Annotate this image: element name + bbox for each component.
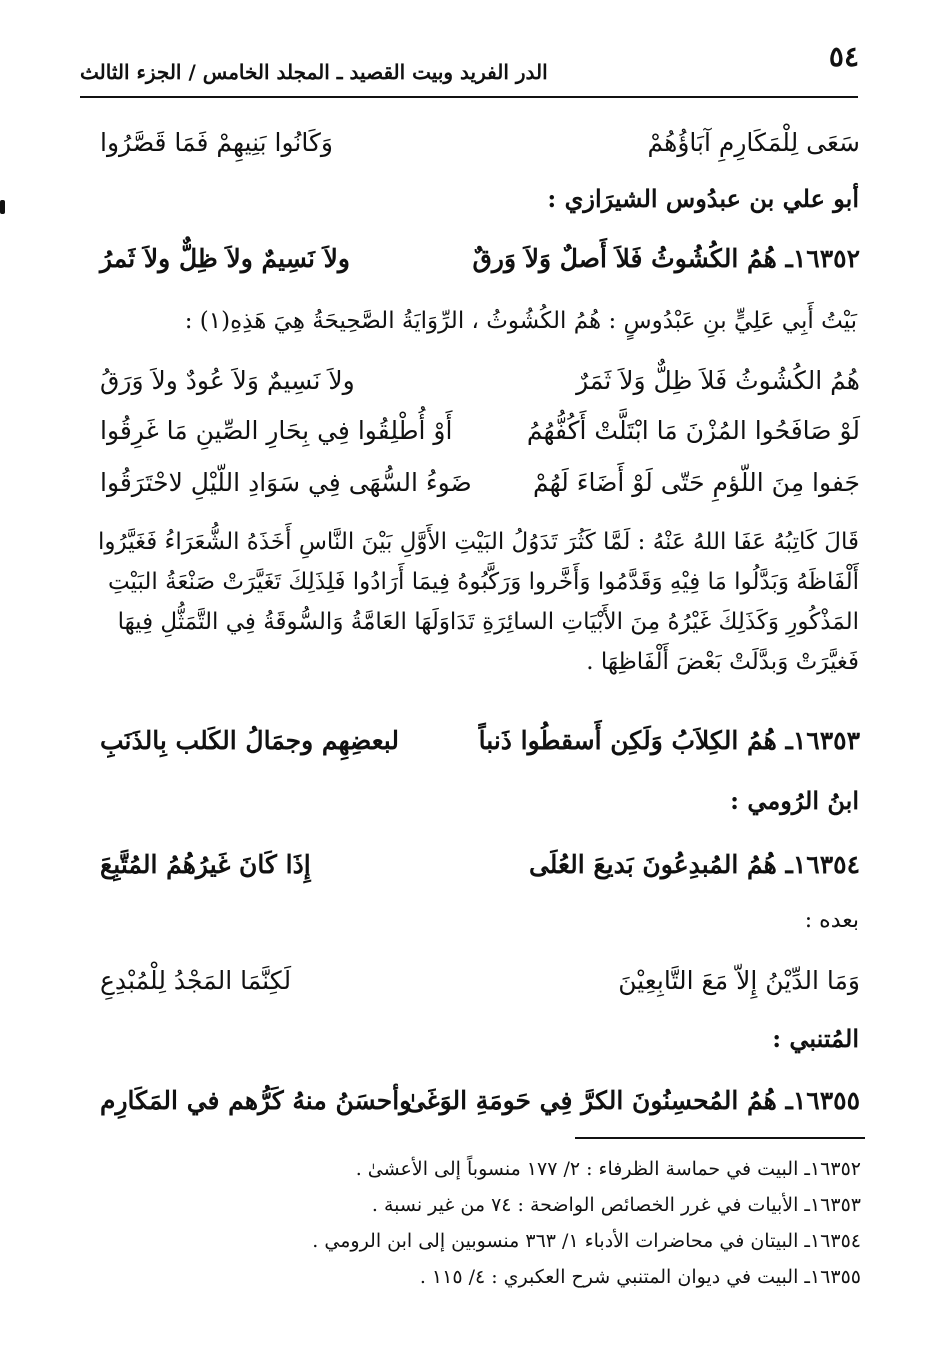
verse-second-hemistich: ضَوءُ السُّهَى فِي سَوَادِ اللّيْلِ لاحْتَرَقُوا xyxy=(100,468,472,497)
verse-first-hemistich: ١٦٣٥٤ـ هُمُ المُبدِعُونَ بَديعَ العُلَى xyxy=(528,850,860,879)
running-title: الدر الفريد وبيت القصيد ـ المجلد الخامس / الجزء الثالث xyxy=(80,60,548,84)
poet-attribution: ابنُ الرُومي : xyxy=(730,786,859,815)
verse-first-hemistich: ١٦٣٥٥ـ هُمُ المُحسِنُونَ الكرَّ فِي حَومَةِ الوَغَىٰ xyxy=(405,1086,860,1115)
page-number: ٥٤ xyxy=(828,40,859,73)
verse-line xyxy=(100,358,860,404)
verse-line xyxy=(100,958,860,1004)
verse-second-hemistich: لبعضِهِم وجمَالُ الكَلب بِالذَنَبِ xyxy=(100,726,399,755)
verse-line xyxy=(100,460,860,506)
header-rule xyxy=(80,96,858,98)
verse-16352 xyxy=(100,236,860,282)
verse-first-hemistich: هُمُ الكُشُوثُ فَلاَ ظِلٌّ وَلاَ ثَمَرٌ xyxy=(576,366,860,395)
paragraph-line: أَلْفَاظَهُ وَبَدَّلُوا مَا فِيْهِ وَقَدَّمُوا وَأَخَّروا وَرَكَّبُوهُ فِيمَا أَرَادُوا فَلِذَلِكَ تَغَيَّرَتْ صَنْعَةُ البَيْتِ xyxy=(107,569,859,595)
verse-line xyxy=(100,408,860,454)
poet-attribution: أبو علي بن عبدُوس الشيرَازي : xyxy=(547,184,859,213)
verse-16353 xyxy=(100,718,860,764)
paragraph-line: قَالَ كَاتِبُهُ عَفَا اللهُ عَنْهُ : لَمَّا كَثُرَ تَدَوُلُ البَيْتِ الأَوَّلِ بَيْنَ النَّاسِ أَخَذَهُ الشُّعَرَاءُ فَغَيَّرُوا xyxy=(98,529,859,555)
footnote: ١٦٣٥٤ـ البيتان في محاضرات الأدباء ١/ ٣٦٣ منسوبين إلى ابن الرومي . xyxy=(312,1230,861,1252)
verse-second-hemistich: إِذَا كَانَ غَيرُهُمُ المُتَّبِعَ xyxy=(100,850,311,879)
margin-mark xyxy=(0,200,5,214)
footnote-rule xyxy=(575,1137,865,1139)
verse-second-hemistich: ولاَ نَسِيمٌ ولاَ ظِلٌّ ولاَ ثَمرُ xyxy=(100,244,350,273)
footnote: ١٦٣٥٣ـ الأبيات في غرر الخصائص الواضحة : ٧٤ من غير نسبة . xyxy=(371,1194,861,1216)
verse-second-hemistich: أَوْ أُطْلِقُوا فِي بِحَارِ الصِّينِ مَا غَرِقُوا xyxy=(100,416,453,445)
verse-first-hemistich: جَفوا مِنَ اللّؤمِ حَتّى لَوْ أَضَاءَ لَهُمْ xyxy=(533,468,860,497)
poet-attribution: المُتنبي : xyxy=(772,1024,859,1053)
verse-second-hemistich: وَكَانُوا بَنِيهِمْ فَمَا قَصَّرُوا xyxy=(100,128,333,157)
footnote: ١٦٣٥٥ـ البيت في ديوان المتنبي شرح العكبري : ٤/ ١١٥ . xyxy=(419,1266,861,1288)
verse-first-hemistich: ١٦٣٥٢ـ هُمُ الكُشُوثُ فَلاَ أَصلٌ وَلاَ وَرقٌ xyxy=(472,244,860,273)
commentary-paragraph xyxy=(84,522,859,682)
verse-second-hemistich: لَكِنَّمَا المَجْدُ لِلْمُبْدِعِ xyxy=(100,966,292,995)
verse-second-hemistich: وأحسَنُ منهُ كَرُّهم في المَكَارِم xyxy=(100,1086,412,1115)
verse-16354 xyxy=(100,842,860,888)
verse-line xyxy=(100,120,860,166)
verse-16355 xyxy=(100,1078,860,1124)
verse-first-hemistich: ١٦٣٥٣ـ هُمُ الكِلاَبُ وَلَكِن أَسقطُوا ذَنباً xyxy=(478,726,860,755)
verse-first-hemistich: وَمَا الدِّيْنُ إِلاّ مَعَ التَّابِعِيْنَ xyxy=(618,966,860,995)
verse-first-hemistich: لَوْ صَافَحُوا المُزْنَ مَا ابْتَلَّتْ أَكُفُّهُمُ xyxy=(526,416,860,445)
verse-second-hemistich: ولاَ نَسِيمٌ وَلاَ عُودٌ ولاَ وَرَقُ xyxy=(100,366,355,395)
commentary-line: بَيْتُ أَبِي عَلِيٍّ بنِ عَبْدُوسٍ : هُمُ الكُشُوثُ ، الرِّوَايَةُ الصَّحِيحَةُ هِيَ هَذِهِ(١) : xyxy=(184,308,857,334)
paragraph-line: فَغيَّرَتْ وَبدَّلَتْ بَعْضَ أَلْفَاظِهَا . xyxy=(586,649,859,675)
after-label: بعده : xyxy=(804,908,859,933)
verse-first-hemistich: سَعَى لِلْمَكَارِمِ آبَاؤُهُمْ xyxy=(647,128,860,157)
footnote: ١٦٣٥٢ـ البيت في حماسة الظرفاء : ٢/ ١٧٧ منسوباً إلى الأعشىٰ . xyxy=(355,1158,861,1180)
paragraph-line: المَذْكُورِ وَكَذَلِكَ غَيْرُهُ مِنَ الأَبْيَاتِ السائِرَةِ تَدَاوَلَهَا العَامَّةُ وَالسُّوقَةُ فِي التَّمَثُّلِ فِيهَا xyxy=(117,609,859,635)
